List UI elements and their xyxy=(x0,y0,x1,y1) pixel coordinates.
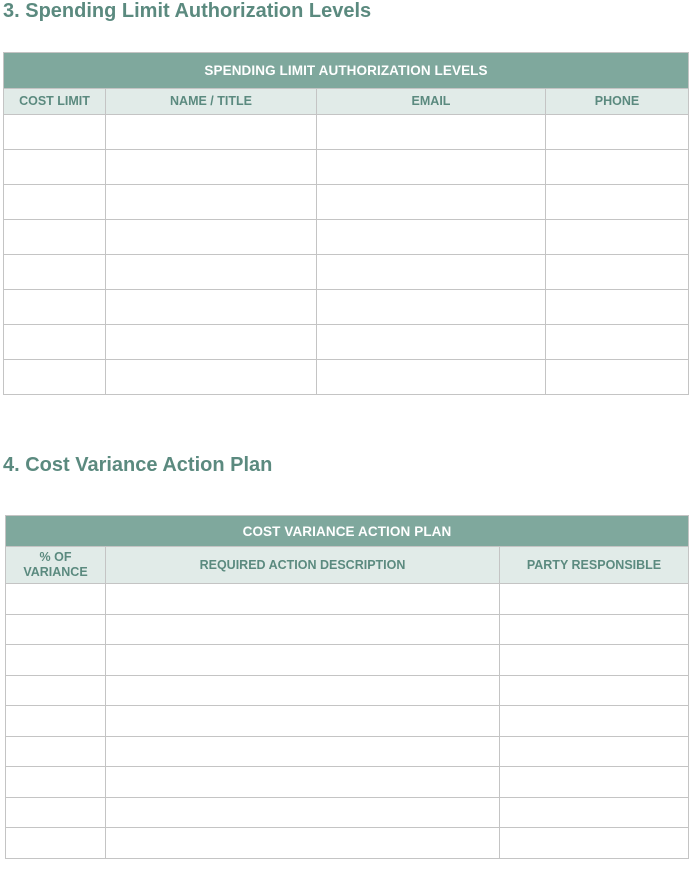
table-row xyxy=(4,115,689,150)
table-row xyxy=(4,325,689,360)
table-cell[interactable] xyxy=(106,675,500,706)
table-cell[interactable] xyxy=(106,115,317,150)
table-cell[interactable] xyxy=(546,115,689,150)
table-cell[interactable] xyxy=(546,150,689,185)
table-cell[interactable] xyxy=(6,645,106,676)
table-cell[interactable] xyxy=(500,767,689,798)
table-row xyxy=(6,706,689,737)
table-cell[interactable] xyxy=(106,325,317,360)
table-row xyxy=(4,220,689,255)
table-cell[interactable] xyxy=(106,797,500,828)
column-header-action-description: REQUIRED ACTION DESCRIPTION xyxy=(106,547,500,584)
table-cell[interactable] xyxy=(546,255,689,290)
spending-limit-table xyxy=(3,52,689,395)
table-cell[interactable] xyxy=(4,185,106,220)
table-cell[interactable] xyxy=(500,584,689,615)
table-cell[interactable] xyxy=(317,360,546,395)
table-row xyxy=(6,614,689,645)
table-cell[interactable] xyxy=(500,614,689,645)
section-heading-spending-limits: 3. Spending Limit Authorization Levels xyxy=(3,0,372,22)
table-cell[interactable] xyxy=(106,290,317,325)
table-cell[interactable] xyxy=(500,736,689,767)
table-cell[interactable] xyxy=(317,290,546,325)
column-header-percent-variance: % OF VARIANCE xyxy=(6,547,106,584)
table-row xyxy=(6,675,689,706)
table-cell[interactable] xyxy=(106,150,317,185)
table-cell[interactable] xyxy=(317,185,546,220)
table-row xyxy=(4,185,689,220)
table-cell[interactable] xyxy=(500,828,689,859)
table-cell[interactable] xyxy=(546,360,689,395)
table-cell[interactable] xyxy=(6,797,106,828)
table-row xyxy=(6,584,689,615)
table-cell[interactable] xyxy=(4,220,106,255)
table-cell[interactable] xyxy=(106,255,317,290)
table-cell[interactable] xyxy=(6,828,106,859)
table-row xyxy=(4,150,689,185)
table-cell[interactable] xyxy=(106,185,317,220)
table-row xyxy=(4,255,689,290)
table-cell[interactable] xyxy=(546,185,689,220)
table-cell[interactable] xyxy=(500,645,689,676)
table-cell[interactable] xyxy=(546,325,689,360)
table-cell[interactable] xyxy=(4,255,106,290)
table-cell[interactable] xyxy=(317,115,546,150)
table-cell[interactable] xyxy=(546,220,689,255)
table-cell[interactable] xyxy=(317,150,546,185)
table-cell[interactable] xyxy=(106,220,317,255)
table-cell[interactable] xyxy=(106,706,500,737)
table-cell[interactable] xyxy=(106,736,500,767)
table-cell[interactable] xyxy=(546,290,689,325)
table-cell[interactable] xyxy=(106,614,500,645)
table-title: SPENDING LIMIT AUTHORIZATION LEVELS xyxy=(4,53,689,89)
table-cell[interactable] xyxy=(106,584,500,615)
table-cell[interactable] xyxy=(4,360,106,395)
table-cell[interactable] xyxy=(4,325,106,360)
table-cell[interactable] xyxy=(106,360,317,395)
column-header-phone: PHONE xyxy=(546,89,689,115)
table-cell[interactable] xyxy=(500,706,689,737)
table-cell[interactable] xyxy=(4,290,106,325)
table-row xyxy=(6,797,689,828)
table-cell[interactable] xyxy=(6,614,106,645)
table-cell[interactable] xyxy=(500,797,689,828)
table-cell[interactable] xyxy=(106,767,500,798)
table-row xyxy=(6,645,689,676)
table-cell[interactable] xyxy=(6,675,106,706)
table-cell[interactable] xyxy=(6,767,106,798)
table-cell[interactable] xyxy=(317,325,546,360)
column-header-cost-limit: COST LIMIT xyxy=(4,89,106,115)
table-row xyxy=(4,360,689,395)
table-row xyxy=(4,290,689,325)
cost-variance-table xyxy=(5,515,689,859)
section-heading-cost-variance: 4. Cost Variance Action Plan xyxy=(3,454,273,476)
table-row xyxy=(6,767,689,798)
column-header-name-title: NAME / TITLE xyxy=(106,89,317,115)
table-cell[interactable] xyxy=(317,220,546,255)
table-row xyxy=(6,828,689,859)
table-cell[interactable] xyxy=(317,255,546,290)
column-header-party-responsible: PARTY RESPONSIBLE xyxy=(500,547,689,584)
column-header-email: EMAIL xyxy=(317,89,546,115)
table-cell[interactable] xyxy=(6,736,106,767)
table-row xyxy=(6,736,689,767)
table-cell[interactable] xyxy=(6,584,106,615)
table-cell[interactable] xyxy=(6,706,106,737)
table-cell[interactable] xyxy=(106,645,500,676)
table-cell[interactable] xyxy=(4,115,106,150)
table-title: COST VARIANCE ACTION PLAN xyxy=(6,516,689,547)
table-cell[interactable] xyxy=(500,675,689,706)
table-cell[interactable] xyxy=(4,150,106,185)
table-cell[interactable] xyxy=(106,828,500,859)
